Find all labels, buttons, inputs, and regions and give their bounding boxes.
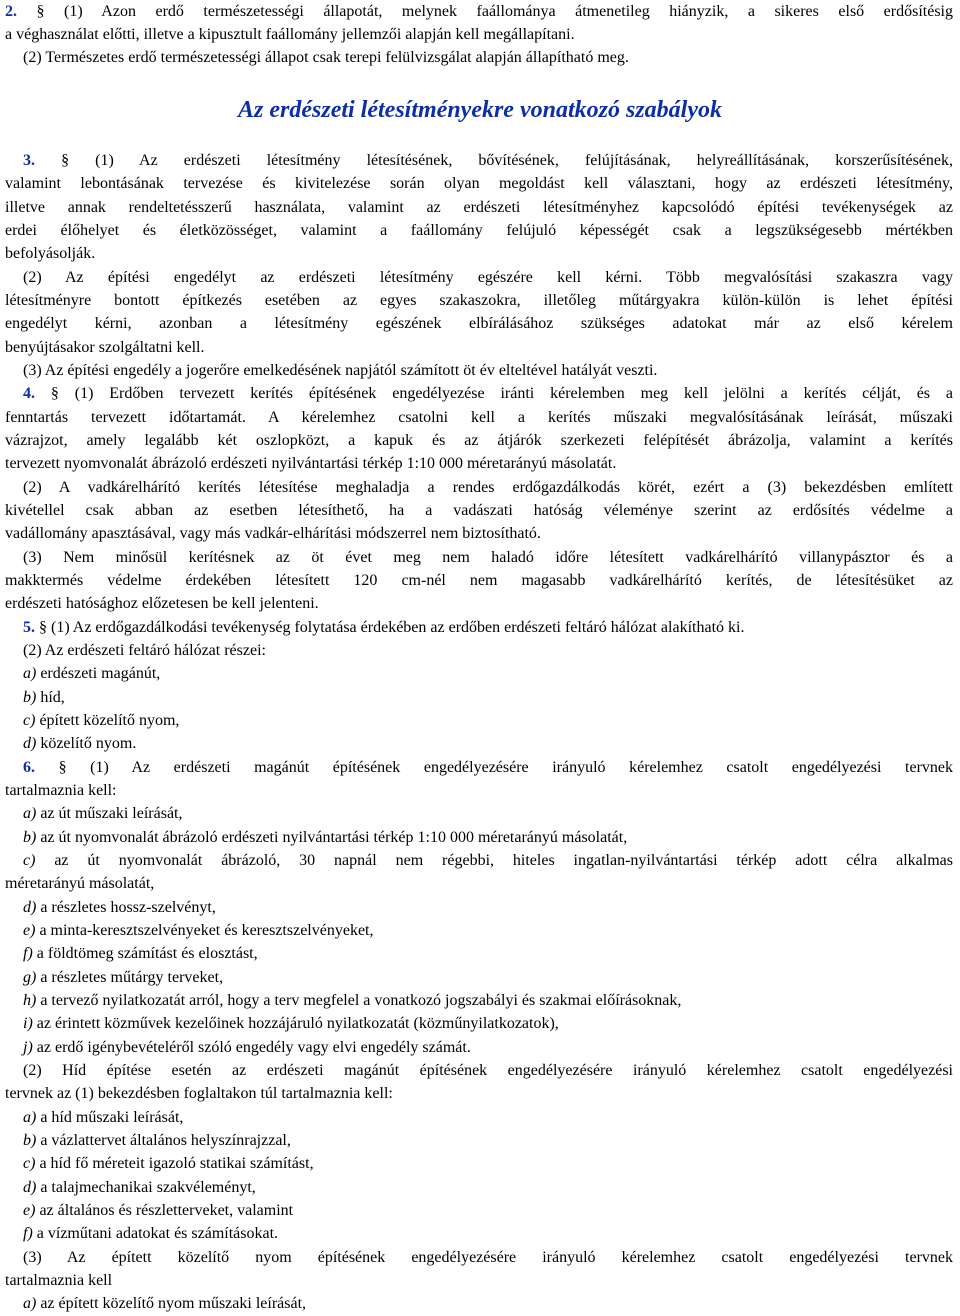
- paragraph-line: valamint lebontásának tervezése és kivitelezése során olyan megoldást kell választani, hogy az erdészeti létesítmény,: [5, 175, 953, 192]
- list-item: b) a vázlattervet általános helyszínrajzzal,: [23, 1132, 291, 1149]
- list-item: a) a híd műszaki leírását,: [23, 1109, 184, 1126]
- list-item: h) a tervező nyilatkozatát arról, hogy a terv megfelel a vonatkozó jogszabályi és szakmai előírásoknak,: [23, 992, 682, 1009]
- paragraph-line: vadállomány apasztásával, vagy más vadkár-elhárítási módszerrel nem biztosítható.: [5, 525, 541, 542]
- paragraph-line: kivétellel csak abban az esetben létesíthető, ha a vadászati hatóság véleménye szerint az erdősítés védelme a: [5, 502, 953, 519]
- paragraph-line: (2) Az erdészeti feltáró hálózat részei:: [23, 642, 266, 659]
- section-number: 2.: [5, 3, 17, 20]
- list-item: c) épített közelítő nyom,: [23, 712, 180, 729]
- list-item: j) az erdő igénybevételéről szóló engedély vagy elvi engedély számát.: [23, 1039, 471, 1056]
- paragraph-line: 4. § (1) Erdőben tervezett kerítés építésének engedélyezése iránti kérelemben meg kell jelölni a kerítés célját, és a: [23, 385, 953, 402]
- list-item: a) erdészeti magánút,: [23, 665, 161, 682]
- paragraph-line: erdei élőhelyet és életközösséget, valamint a faállomány felújuló képességét csak a legszükségesebb mértékben: [5, 222, 953, 239]
- paragraph-line: (3) Az épített közelítő nyom építésének engedélyezésére irányuló kérelemhez csatolt engedélyezési tervnek: [23, 1249, 953, 1266]
- paragraph-line: engedélyt kérni, azonban a létesítmény egészének elbírálásához szükséges adatokat már az első kérelem: [5, 315, 953, 332]
- list-item: d) a talajmechanikai szakvéleményt,: [23, 1179, 256, 1196]
- list-item: i) az érintett közművek kezelőinek hozzájáruló nyilatkozatát (közműnyilatkozatok),: [23, 1015, 559, 1032]
- paragraph-line: fenntartás tervezett időtartamát. A kérelemhez csatolni kell a kerítés műszaki megvalósításának leírását, műszaki: [5, 409, 953, 426]
- paragraph-line: illetve annak rendeltetésszerű használata, valamint az erdészeti létesítményhez kapcsolódó építési tevékenységek az: [5, 199, 953, 216]
- list-item: f) a vízműtani adatokat és számításokat.: [23, 1225, 279, 1242]
- paragraph-line: makktermés védelme érdekében létesített 120 cm-nél nem magasabb vadkárelhárító kerítés, de létesítésüket az: [5, 572, 953, 589]
- paragraph-line: méretarányú másolatát,: [5, 875, 155, 892]
- list-item: d) közelítő nyom.: [23, 735, 137, 752]
- section-number: 4.: [23, 385, 35, 402]
- section-number: 6.: [23, 759, 35, 776]
- paragraph-line: létesítményre bontott építkezés esetében az egyes szakaszokra, illetőleg műtárgyakra külön-külön is lehet építési: [5, 292, 953, 309]
- list-item: e) a minta-keresztszelvényeket és keresztszelvényeket,: [23, 922, 374, 939]
- list-item: b) híd,: [23, 689, 65, 706]
- paragraph-line: 6. § (1) Az erdészeti magánút építésének engedélyezésére irányuló kérelemhez csatolt engedélyezési tervnek: [23, 759, 953, 776]
- paragraph-line: tartalmaznia kell: [5, 1272, 113, 1289]
- paragraph-line: 5. § (1) Az erdőgazdálkodási tevékenység folytatása érdekében az erdőben erdészeti feltáró hálózat alakítható ki.: [23, 619, 745, 636]
- list-item: e) az általános és részletterveket, valamint: [23, 1202, 294, 1219]
- list-item: c) a híd fő méreteit igazoló statikai számítást,: [23, 1155, 314, 1172]
- paragraph-line: tervezett nyomvonalát ábrázoló erdészeti nyilvántartási térkép 1:10 000 méretarányú másolatát.: [5, 455, 617, 472]
- paragraph-line: befolyásolják.: [5, 245, 96, 262]
- paragraph-line: tartalmaznia kell:: [5, 782, 117, 799]
- paragraph-line: tervnek az (1) bekezdésben foglaltakon túl tartalmaznia kell:: [5, 1085, 393, 1102]
- list-item: a) az épített közelítő nyom műszaki leírását,: [23, 1295, 307, 1312]
- paragraph-line: (2) A vadkárelhárító kerítés létesítése meghaladja a rendes erdőgazdálkodás körét, ezért a (3) bekezdésben említett: [23, 479, 953, 496]
- paragraph-line: benyújtásakor szolgáltatni kell.: [5, 339, 205, 356]
- paragraph-line: (3) Az építési engedély a jogerőre emelkedésének napjától számított öt év elteltével hatályát veszti.: [23, 362, 658, 379]
- list-item: f) a földtömeg számítást és elosztást,: [23, 945, 258, 962]
- paragraph-line: vázrajzot, amely legalább két oszlopközt, a kapuk és az átjárók szerkezeti felépítését ábrázolja, valamint a kerítés: [5, 432, 953, 449]
- paragraph-line: (2) Híd építése esetén az erdészeti magánút építésének engedélyezésére irányuló kérelemhez csatolt engedélyezési: [23, 1062, 953, 1079]
- list-item: a) az út műszaki leírását,: [23, 805, 183, 822]
- section-number: 5.: [23, 619, 35, 636]
- paragraph-line: (2) Az építési engedélyt az erdészeti létesítmény egészére kell kérni. Több megvalósítási szakaszra vagy: [23, 269, 953, 286]
- list-item: g) a részletes műtárgy terveket,: [23, 969, 224, 986]
- paragraph-line: a véghasználat előtti, illetve a kipusztult faállomány jellemzői alapján kell megállapítani.: [5, 26, 575, 43]
- list-item: d) a részletes hossz-szelvényt,: [23, 899, 216, 916]
- paragraph-line: erdészeti hatósághoz előzetesen be kell jelenteni.: [5, 595, 319, 612]
- list-item: b) az út nyomvonalát ábrázoló erdészeti nyilvántartási térkép 1:10 000 méretarányú másolatát,: [23, 829, 628, 846]
- section-heading: Az erdészeti létesítményekre vonatkozó szabályok: [238, 97, 722, 123]
- paragraph-line: 3. § (1) Az erdészeti létesítmény létesítésének, bővítésének, felújításának, helyreállításának, korszerűsítésének,: [23, 152, 953, 169]
- paragraph-line: 2. § (1) Azon erdő természetességi állapotát, melynek faállománya átmenetileg hiányzik, a sikeres első erdősítésig: [5, 3, 953, 20]
- list-item: c) az út nyomvonalát ábrázoló, 30 napnál nem régebbi, hiteles ingatlan-nyilvántartási térkép adott célra alkalmas: [23, 852, 953, 869]
- paragraph-line: (3) Nem minősül kerítésnek az öt évet meg nem haladó időre létesített vadkárelhárító villanypásztor és a: [23, 549, 953, 566]
- section-number: 3.: [23, 152, 35, 169]
- paragraph-line: (2) Természetes erdő természetességi állapot csak terepi felülvizsgálat alapján állapítható meg.: [23, 49, 629, 66]
